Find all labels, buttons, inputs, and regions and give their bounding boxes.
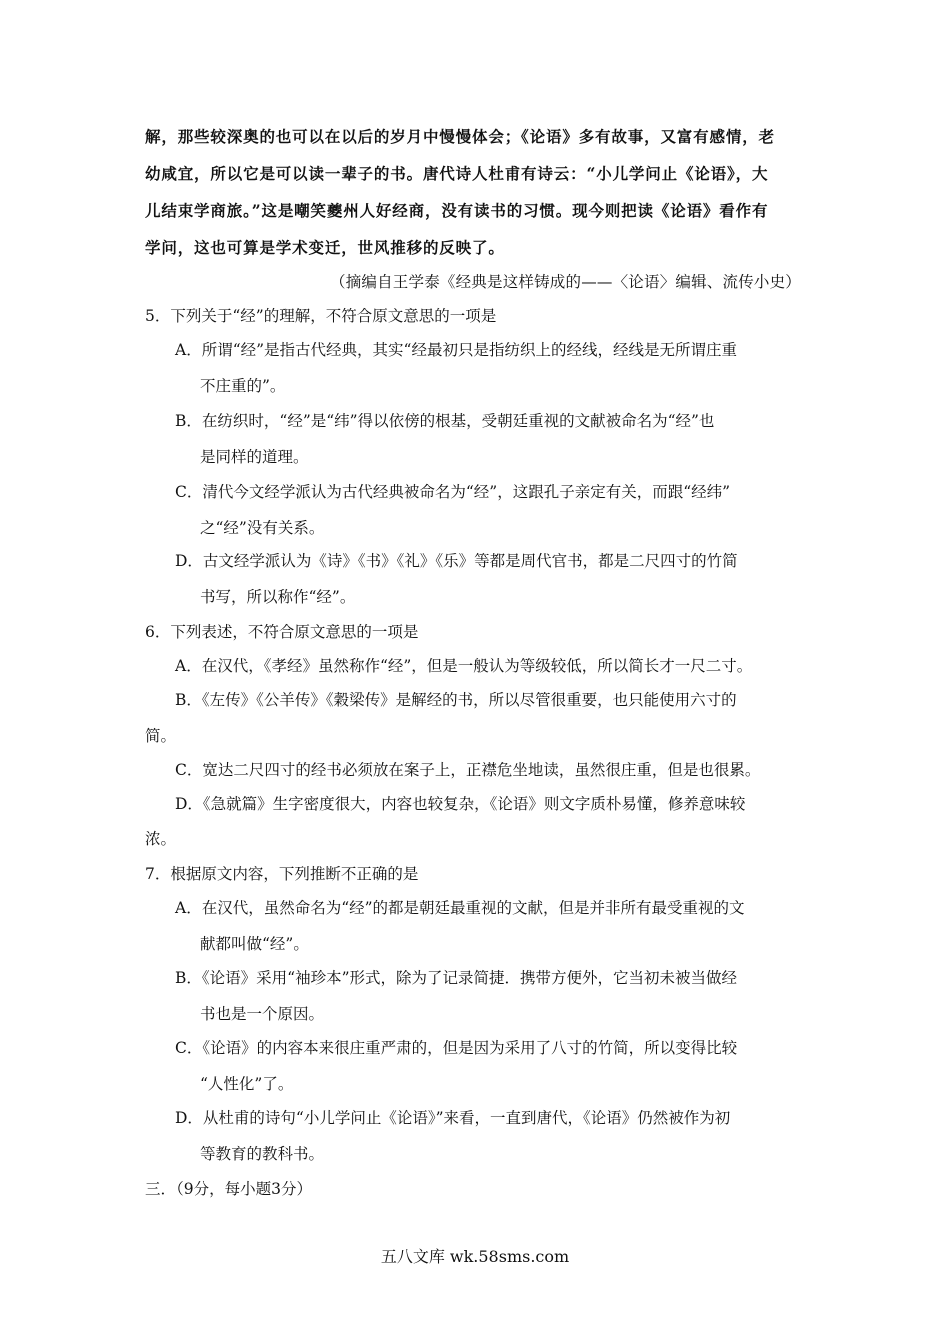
q7-stem: 7．根据原文内容，下列推断不正确的是 — [145, 865, 419, 883]
q6-option-c: C．宽达二尺四寸的经书必须放在案子上，正襟危坐地读，虽然很庄重，但是也很累。 — [175, 761, 761, 779]
footer-watermark: 五八文库 wk.58sms.com — [380, 1247, 570, 1266]
q6-option-a: A．在汉代，《孝经》虽然称作“经”，但是一般认为等级较低，所以简长才一尺二寸。 — [175, 657, 753, 675]
q6-option-b-cont: 简。 — [145, 727, 177, 745]
q7-option-d: D．从杜甫的诗句“小儿学问止《论语》”来看，一直到唐代，《论语》仍然被作为初 — [175, 1109, 731, 1127]
q5-option-c-cont: 之“经”没有关系。 — [200, 519, 325, 537]
q5-option-a-cont: 不庄重的”。 — [200, 377, 286, 395]
q6-stem: 6．下列表述，不符合原文意思的一项是 — [145, 623, 419, 641]
q6-option-b: B．《左传》《公羊传》《穀梁传》是解经的书，所以尽管很重要，也只能使用六寸的 — [175, 691, 737, 709]
q5-option-d: D．古文经学派认为《诗》《书》《礼》《乐》等都是周代官书，都是二尺四寸的竹简 — [175, 552, 738, 570]
q5-option-d-cont: 书写，所以称作“经”。 — [200, 588, 356, 606]
q7-option-c: C．《论语》的内容本来很庄重严肃的，但是因为采用了八寸的竹简，所以变得比较 — [175, 1039, 738, 1057]
q5-option-b: B．在纺织时，“经”是“纬”得以依傍的根基，受朝廷重视的文献被命名为“经”也 — [175, 412, 715, 430]
q5-stem: 5．下列关于“经”的理解，不符合原文意思的一项是 — [145, 307, 497, 325]
q5-option-b-cont: 是同样的道理。 — [200, 448, 309, 466]
passage-line-2: 幼咸宜，所以它是可以读一辈子的书。唐代诗人杜甫有诗云：“小儿学问止《论语》，大 — [145, 164, 769, 183]
q6-option-d: D．《急就篇》生字密度很大，内容也较复杂，《论语》则文字质朴易懂，修养意味较 — [175, 795, 746, 813]
passage-line-1: 解，那些较深奥的也可以在以后的岁月中慢慢体会；《论语》多有故事，又富有感情，老 — [145, 127, 775, 146]
q7-option-a: A．在汉代，虽然命名为“经”的都是朝廷最重视的文献，但是并非所有最受重视的文 — [175, 899, 745, 917]
section-3-heading: 三．（9分，每小题3分） — [145, 1180, 312, 1198]
passage-line-3: 儿结束学商旅。”这是嘲笑夔州人好经商，没有读书的习惯。现今则把读《论语》看作有 — [145, 201, 769, 220]
q7-option-b-cont: 书也是一个原因。 — [200, 1005, 325, 1023]
passage-line-4: 学问，这也可算是学术变迁，世风推移的反映了。 — [145, 238, 505, 257]
passage-source: （摘编自王学泰《经典是这样铸成的——〈论语〉编辑、流传小史） — [330, 273, 802, 291]
q5-option-a: A．所谓“经”是指古代经典，其实“经最初只是指纺织上的经线，经线是无所谓庄重 — [175, 341, 737, 359]
q7-option-b: B．《论语》采用“袖珍本”形式，除为了记录简捷．携带方便外，它当初未被当做经 — [175, 969, 737, 987]
q7-option-d-cont: 等教育的教科书。 — [200, 1145, 325, 1163]
q7-option-c-cont: “人性化”了。 — [200, 1075, 294, 1093]
q7-option-a-cont: 献都叫做“经”。 — [200, 935, 309, 953]
q6-option-d-cont: 浓。 — [145, 830, 177, 848]
q5-option-c: C．清代今文经学派认为古代经典被命名为“经”，这跟孔子亲定有关，而跟“经纬” — [175, 483, 731, 501]
